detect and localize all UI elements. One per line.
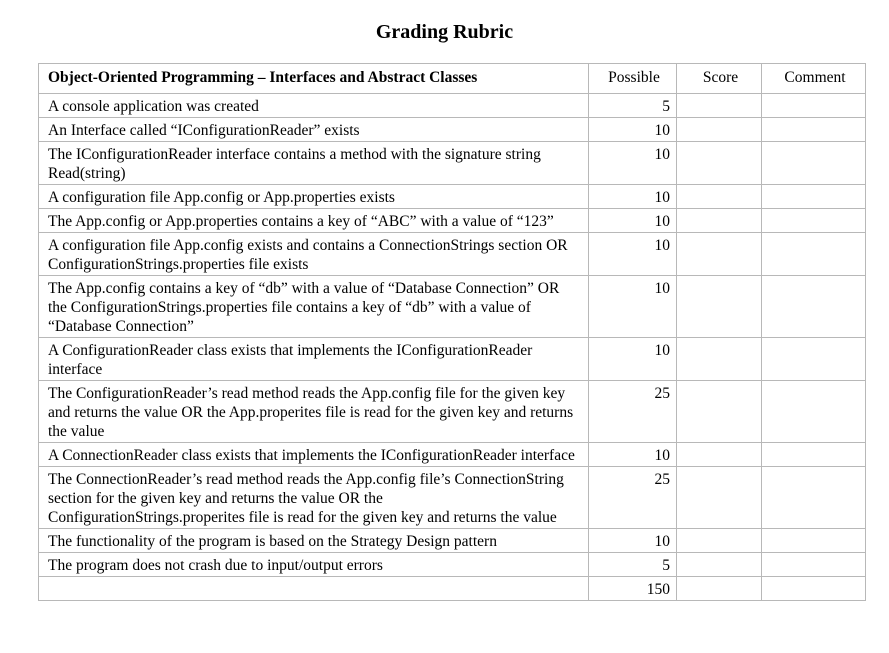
comment-cell[interactable] xyxy=(762,209,866,233)
criterion-cell: An Interface called “IConfigurationReader” exists xyxy=(39,118,589,142)
table-row xyxy=(39,529,866,553)
table-row xyxy=(39,381,866,443)
table-row xyxy=(39,142,866,185)
comment-cell[interactable] xyxy=(762,142,866,185)
criterion-cell: The App.config contains a key of “db” with a value of “Database Connection” OR the ConfigurationStrings.properties file contains a key of “db” with a value of “Database Connection” xyxy=(39,276,589,338)
table-row xyxy=(39,94,866,118)
possible-cell: 10 xyxy=(589,185,677,209)
score-cell[interactable] xyxy=(677,142,762,185)
criterion-cell: The IConfigurationReader interface contains a method with the signature string Read(string) xyxy=(39,142,589,185)
comment-cell[interactable] xyxy=(762,118,866,142)
score-cell[interactable] xyxy=(677,94,762,118)
table-row xyxy=(39,209,866,233)
comment-cell[interactable] xyxy=(762,185,866,209)
table-row xyxy=(39,467,866,529)
comment-cell[interactable] xyxy=(762,443,866,467)
possible-cell: 10 xyxy=(589,443,677,467)
comment-header: Comment xyxy=(762,64,866,94)
total-possible-cell: 150 xyxy=(589,577,677,601)
total-score-cell[interactable] xyxy=(677,577,762,601)
score-cell[interactable] xyxy=(677,209,762,233)
possible-cell: 10 xyxy=(589,118,677,142)
comment-cell[interactable] xyxy=(762,233,866,276)
score-cell[interactable] xyxy=(677,553,762,577)
score-cell[interactable] xyxy=(677,443,762,467)
score-cell[interactable] xyxy=(677,529,762,553)
rubric-body xyxy=(39,94,866,601)
criterion-cell: A configuration file App.config exists and contains a ConnectionStrings section OR ConfigurationStrings.properties file exists xyxy=(39,233,589,276)
header-row xyxy=(39,64,866,94)
possible-cell: 5 xyxy=(589,553,677,577)
possible-cell: 10 xyxy=(589,209,677,233)
comment-cell[interactable] xyxy=(762,553,866,577)
criterion-cell: The program does not crash due to input/output errors xyxy=(39,553,589,577)
possible-cell: 5 xyxy=(589,94,677,118)
total-label-cell xyxy=(39,577,589,601)
score-cell[interactable] xyxy=(677,467,762,529)
comment-cell[interactable] xyxy=(762,338,866,381)
score-cell[interactable] xyxy=(677,338,762,381)
score-header: Score xyxy=(677,64,762,94)
criterion-cell: A configuration file App.config or App.properties exists xyxy=(39,185,589,209)
page-title: Grading Rubric xyxy=(375,21,514,43)
possible-cell: 10 xyxy=(589,233,677,276)
total-row xyxy=(39,577,866,601)
criterion-header: Object-Oriented Programming – Interfaces and Abstract Classes xyxy=(39,64,589,94)
possible-cell: 25 xyxy=(589,467,677,529)
comment-cell[interactable] xyxy=(762,529,866,553)
table-row xyxy=(39,338,866,381)
score-cell[interactable] xyxy=(677,118,762,142)
possible-header: Possible xyxy=(589,64,677,94)
comment-cell[interactable] xyxy=(762,94,866,118)
criterion-cell: The ConfigurationReader’s read method reads the App.config file for the given key and returns the value OR the App.properites file is read for the given key and returns the value xyxy=(39,381,589,443)
comment-cell[interactable] xyxy=(762,276,866,338)
possible-cell: 10 xyxy=(589,529,677,553)
score-cell[interactable] xyxy=(677,276,762,338)
table-row xyxy=(39,553,866,577)
table-row xyxy=(39,443,866,467)
possible-cell: 25 xyxy=(589,381,677,443)
criterion-cell: A ConfigurationReader class exists that implements the IConfigurationReader interface xyxy=(39,338,589,381)
criterion-cell: The App.config or App.properties contains a key of “ABC” with a value of “123” xyxy=(39,209,589,233)
rubric-table xyxy=(38,63,866,601)
table-row xyxy=(39,185,866,209)
criterion-cell: The ConnectionReader’s read method reads the App.config file’s ConnectionString section for the given key and returns the value OR the ConfigurationStrings.properites file is read for the given key and returns the value xyxy=(39,467,589,529)
total-comment-cell[interactable] xyxy=(762,577,866,601)
comment-cell[interactable] xyxy=(762,381,866,443)
score-cell[interactable] xyxy=(677,233,762,276)
score-cell[interactable] xyxy=(677,381,762,443)
possible-cell: 10 xyxy=(589,338,677,381)
criterion-cell: A console application was created xyxy=(39,94,589,118)
comment-cell[interactable] xyxy=(762,467,866,529)
criterion-cell: A ConnectionReader class exists that implements the IConfigurationReader interface xyxy=(39,443,589,467)
table-row xyxy=(39,118,866,142)
possible-cell: 10 xyxy=(589,142,677,185)
table-row xyxy=(39,233,866,276)
score-cell[interactable] xyxy=(677,185,762,209)
table-row xyxy=(39,276,866,338)
possible-cell: 10 xyxy=(589,276,677,338)
criterion-cell: The functionality of the program is based on the Strategy Design pattern xyxy=(39,529,589,553)
